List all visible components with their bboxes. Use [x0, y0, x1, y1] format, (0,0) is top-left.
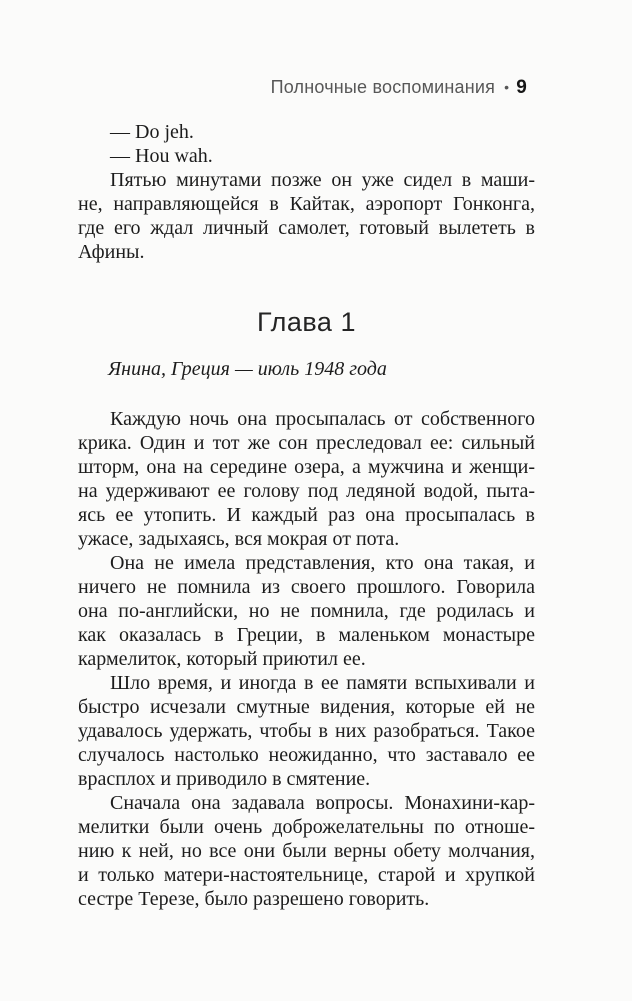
text-line: крика. Один и тот же сон преследовал ее: сильный [78, 432, 535, 454]
paragraph [78, 168, 535, 264]
running-header [78, 76, 535, 99]
paragraph [78, 791, 535, 911]
paragraph [78, 120, 535, 144]
paragraph [78, 144, 535, 168]
text-line: не, направляющейся в Кайтак, аэропорт Гонконга, [78, 193, 535, 215]
text-line: ясь ее утопить. И каждый раз она просыпалась в [78, 504, 535, 526]
paragraph [78, 671, 535, 791]
header-separator-dot: • [504, 79, 510, 95]
text-line: и только матери-настоятельнице, старой и хрупкой [78, 864, 535, 886]
text-line: Пятью минутами позже он уже сидел в маши- [110, 169, 535, 191]
text-line: Она не имела представления, кто она такая, и [110, 552, 535, 574]
running-header-title: Полночные воспоминания [270, 77, 496, 97]
text-line: случалось настолько неожиданно, что заставало ее [78, 744, 535, 766]
text-line: Каждую ночь она просыпалась от собственного [110, 408, 535, 430]
text-line: мелитки были очень доброжелательны по отноше- [78, 816, 535, 838]
text-line: удавалось удержать, чтобы в них разобраться. Такое [78, 720, 535, 742]
text-line: где его ждал личный самолет, готовый вылететь в [78, 217, 535, 239]
text-line: быстро исчезали смутные видения, которые ей не [78, 696, 535, 718]
chapter-title: Глава 1 [257, 307, 356, 337]
text-line: на удерживают ее голову под ледяной водой, пыта- [78, 480, 535, 502]
text-line: Шло время, и иногда в ее памяти вспыхивали и [110, 672, 535, 694]
text-line: Сначала она задавала вопросы. Монахини-кар- [110, 792, 535, 814]
pre-chapter-text [78, 120, 535, 264]
text-line: сестре Терезе, было разрешено говорить. [78, 888, 430, 910]
text-line: — Do jeh. [110, 121, 194, 143]
text-line: она по-английски, но не помнила, где родилась и [78, 600, 535, 622]
text-line: как оказалась в Греции, в маленьком монастыре [78, 624, 535, 646]
chapter-body-text [78, 407, 535, 911]
page-number: 9 [516, 77, 527, 98]
text-line: ужасе, задыхаясь, вся мокрая от пота. [78, 528, 400, 550]
paragraph [78, 407, 535, 551]
text-line: Афины. [78, 241, 145, 263]
text-line: ничего не помнила из своего прошлого. Говорила [78, 576, 535, 598]
paragraph [78, 551, 535, 671]
chapter-epigraph: Янина, Греция — июль 1948 года [108, 358, 387, 380]
text-line: — Hou wah. [110, 145, 213, 167]
text-line: нию к ней, но все они были верны обету молчания, [78, 840, 535, 862]
text-line: кармелиток, который приютил ее. [78, 648, 366, 670]
text-line: шторм, она на середине озера, а мужчина и женщи- [78, 456, 535, 478]
text-line: врасплох и приводило в смятение. [78, 768, 371, 790]
